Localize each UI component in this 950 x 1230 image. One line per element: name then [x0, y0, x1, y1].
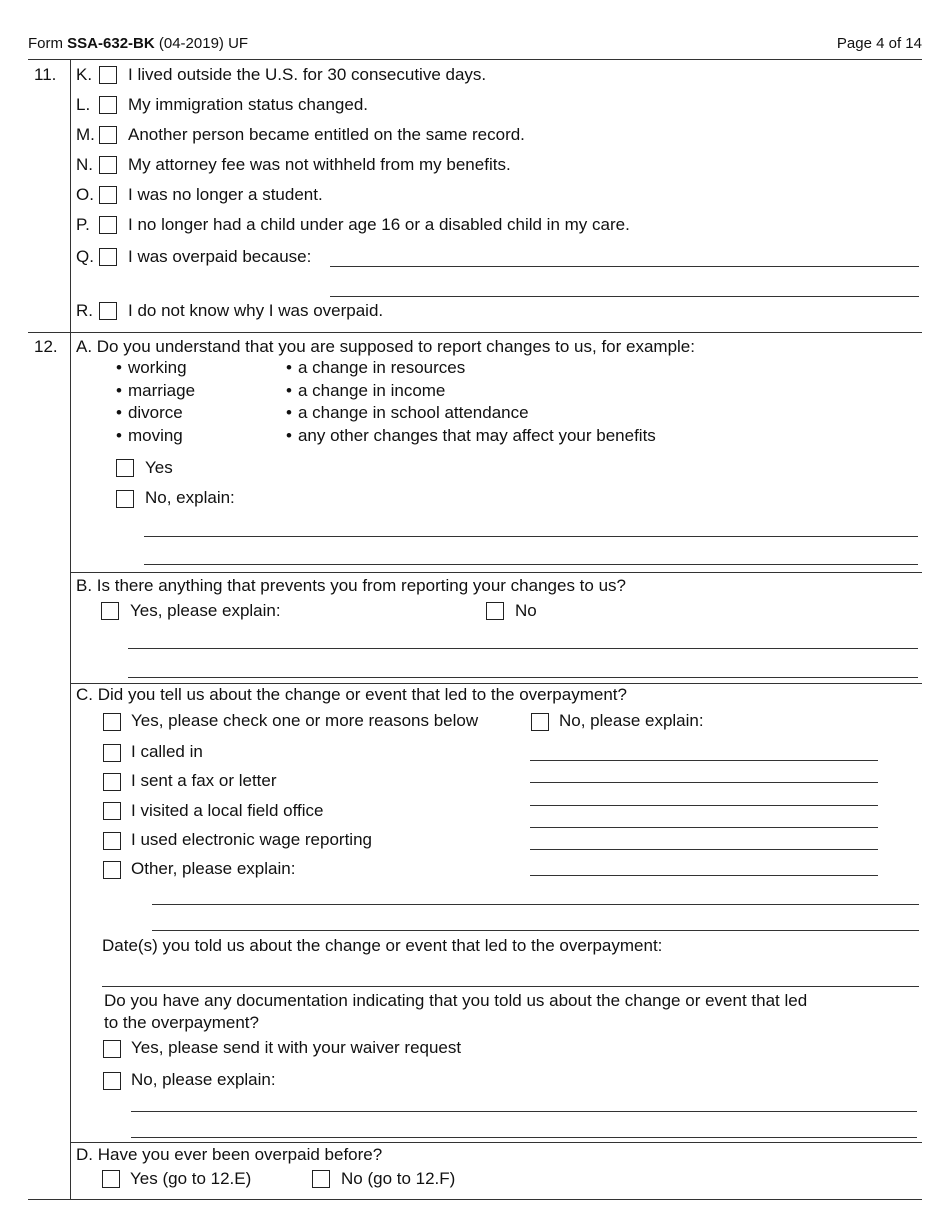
q12c-reason-label: Other, please explain:: [131, 859, 296, 878]
q12c-reason-checkbox[interactable]: [103, 832, 121, 850]
q11-n-checkbox[interactable]: [99, 156, 117, 174]
q12c-doc-yes-checkbox[interactable]: [103, 1040, 121, 1058]
q12c-yes-checkbox[interactable]: [103, 713, 121, 731]
q12b-yes-checkbox[interactable]: [101, 602, 119, 620]
q12c-reason-checkbox[interactable]: [103, 744, 121, 762]
q12b-question: B. Is there anything that prevents you from reporting your changes to us?: [76, 576, 626, 595]
q12c-no-explain-line[interactable]: [530, 875, 878, 876]
q12c-doc-explain-line-1[interactable]: [131, 1111, 917, 1112]
q11-o-checkbox[interactable]: [99, 186, 117, 204]
q12a-yes-label: Yes: [145, 458, 173, 477]
q11-n-text: My attorney fee was not withheld from my benefits.: [128, 155, 511, 174]
q11-m-checkbox[interactable]: [99, 126, 117, 144]
q11-letter: L.: [76, 95, 91, 114]
q12b-no-checkbox[interactable]: [486, 602, 504, 620]
q12c-reason-checkbox[interactable]: [103, 802, 121, 820]
q11-letter: R.: [76, 301, 93, 320]
q12c-dates-label: Date(s) you told us about the change or event that led to the overpayment:: [102, 936, 663, 955]
form-number: SSA-632-BK: [67, 35, 155, 52]
q11-p-text: I no longer had a child under age 16 or a disabled child in my care.: [128, 215, 630, 234]
q11-q-checkbox[interactable]: [99, 248, 117, 266]
q12a-question: A. Do you understand that you are supposed to report changes to us, for example:: [76, 337, 695, 356]
q11-letter: Q.: [76, 247, 94, 266]
q12a-no-label: No, explain:: [145, 488, 235, 507]
form-id-label: [28, 35, 248, 53]
q12a-bottom-rule: [70, 572, 922, 573]
q12a-example-item: • a change in income: [286, 381, 445, 401]
q12c-dates-line[interactable]: [102, 986, 919, 987]
q11-p-checkbox[interactable]: [99, 216, 117, 234]
q12c-no-label: No, please explain:: [559, 711, 704, 730]
q12c-doc-explain-line-2[interactable]: [131, 1137, 917, 1138]
q12c-doc-question-cont: to the overpayment?: [104, 1013, 259, 1032]
q11-r-checkbox[interactable]: [99, 302, 117, 320]
q12c-other-explain-line-1[interactable]: [152, 904, 919, 905]
q12a-example-item: • a change in resources: [286, 358, 465, 378]
q11-bottom-rule: [28, 332, 922, 333]
q12d-no-checkbox[interactable]: [312, 1170, 330, 1188]
q12a-no-checkbox[interactable]: [116, 490, 134, 508]
q12a-example-item: • marriage: [116, 381, 195, 401]
q11-k-text: I lived outside the U.S. for 30 consecutive days.: [128, 65, 487, 84]
q12c-doc-question: Do you have any documentation indicating that you told us about the change or event that led: [104, 991, 808, 1010]
form-prefix: Form: [28, 35, 68, 52]
q12d-question: D. Have you ever been overpaid before?: [76, 1145, 383, 1164]
q12c-bottom-rule: [70, 1142, 922, 1143]
q12b-no-label: No: [515, 601, 537, 620]
q12a-example-item: • a change in school attendance: [286, 403, 529, 423]
q11-k-checkbox[interactable]: [99, 66, 117, 84]
q11-number: 11.: [34, 65, 57, 84]
q11-letter: M.: [76, 125, 95, 144]
q12a-example-item: • working: [116, 358, 187, 378]
q11-l-checkbox[interactable]: [99, 96, 117, 114]
form-version: (04-2019) UF: [154, 35, 249, 52]
q12c-yes-label: Yes, please check one or more reasons below: [131, 711, 479, 730]
q12a-example-item: • any other changes that may affect your benefits: [286, 426, 656, 446]
q11-q-text: I was overpaid because:: [128, 247, 312, 266]
page-number: Page 4 of 14: [836, 35, 922, 52]
q12a-yes-checkbox[interactable]: [116, 459, 134, 477]
q12a-example-item: • divorce: [116, 403, 183, 423]
q12a-explain-line-1[interactable]: [144, 536, 918, 537]
q12c-no-checkbox[interactable]: [531, 713, 549, 731]
q12c-reason-checkbox[interactable]: [103, 861, 121, 879]
q12c-reason-label: I visited a local field office: [131, 801, 324, 820]
bottom-rule: [28, 1199, 922, 1200]
q12c-doc-no-checkbox[interactable]: [103, 1072, 121, 1090]
q11-q-explain-line-1[interactable]: [330, 266, 919, 267]
q12c-no-explain-line[interactable]: [530, 827, 878, 828]
q12d-yes-checkbox[interactable]: [102, 1170, 120, 1188]
q11-letter: N.: [76, 155, 93, 174]
q12c-doc-no-label: No, please explain:: [131, 1070, 276, 1089]
q11-o-text: I was no longer a student.: [128, 185, 323, 204]
q12a-example-item: • moving: [116, 426, 183, 446]
q11-letter: P.: [76, 215, 90, 234]
q12c-reason-label: I sent a fax or letter: [131, 771, 277, 790]
q12b-yes-label: Yes, please explain:: [130, 601, 281, 620]
q11-r-text: I do not know why I was overpaid.: [128, 301, 384, 320]
number-column-divider: [70, 59, 71, 1199]
q11-m-text: Another person became entitled on the same record.: [128, 125, 525, 144]
q12c-reason-label: I used electronic wage reporting: [131, 830, 372, 849]
q12c-no-explain-line[interactable]: [530, 849, 878, 850]
q12a-explain-line-2[interactable]: [144, 564, 918, 565]
q12c-question: C. Did you tell us about the change or event that led to the overpayment?: [76, 685, 627, 704]
top-rule: [28, 59, 922, 60]
q12c-no-explain-line[interactable]: [530, 805, 878, 806]
q12d-no-label: No (go to 12.F): [341, 1169, 456, 1188]
q12-number: 12.: [34, 337, 58, 356]
q12b-explain-line-2[interactable]: [128, 677, 918, 678]
q12c-reason-label: I called in: [131, 742, 203, 761]
q11-letter: K.: [76, 65, 93, 84]
q12b-explain-line-1[interactable]: [128, 648, 918, 649]
q11-letter: O.: [76, 185, 94, 204]
q11-q-explain-line-2[interactable]: [330, 296, 919, 297]
q12c-doc-yes-label: Yes, please send it with your waiver request: [131, 1038, 462, 1057]
q12c-no-explain-line[interactable]: [530, 782, 878, 783]
q12b-bottom-rule: [70, 683, 922, 684]
q12c-other-explain-line-2[interactable]: [152, 930, 919, 931]
q12c-reason-checkbox[interactable]: [103, 773, 121, 791]
q12c-no-explain-line[interactable]: [530, 760, 878, 761]
q11-l-text: My immigration status changed.: [128, 95, 368, 114]
q12d-yes-label: Yes (go to 12.E): [130, 1169, 252, 1188]
